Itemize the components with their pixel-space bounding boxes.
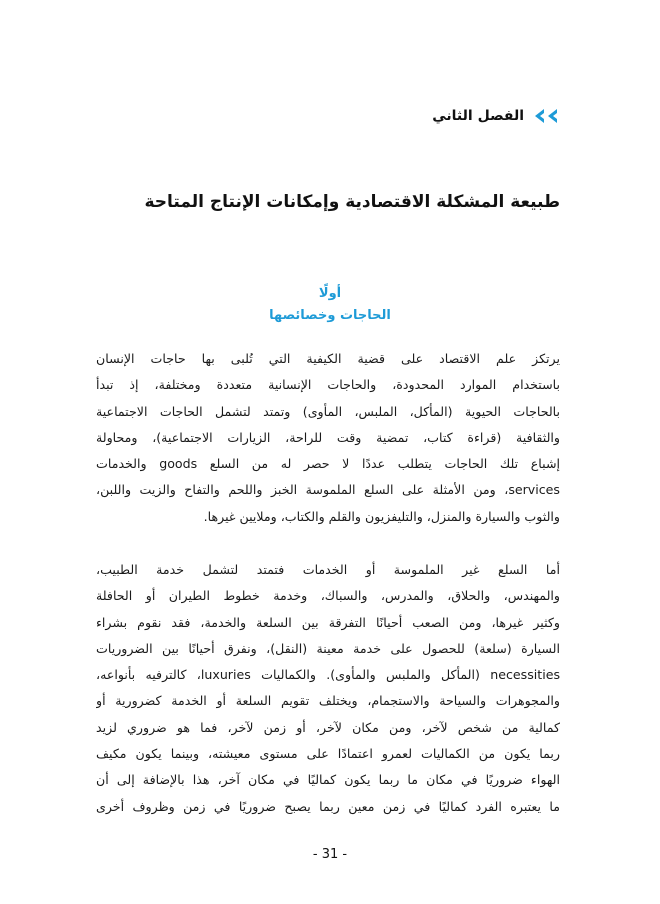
page-title: طبيعة المشكلة الاقتصادية وإمكانات الإنتاج المتاحة (144, 192, 560, 212)
text-line: يرتكز علم الاقتصاد على قضية الكيفية التي تُلبى بها حاجات الإنسان (96, 351, 560, 366)
chapter-label: الفصل الثاني (432, 108, 524, 124)
text-line: والمجوهرات والسياحة والاستجمام، ويختلف تقويم السلعة أو الخدمة كضرورية أو (96, 693, 560, 709)
text-line: الهواء ضروريًا في مكان ما ربما يكون كماليًا في مكان آخر، هذا بالإضافة إلى أن (96, 772, 560, 788)
section-number: أولًا (318, 286, 342, 301)
chapter-header (432, 108, 560, 124)
text-line: بالحاجات الحيوية (المأكل، الملبس، المأوى) وتمتد لتشمل الحاجات الاجتماعية (96, 403, 560, 419)
paragraph-2 (96, 557, 560, 820)
text-line: necessities (المأكل والملبس والمأوى). والكماليات luxuries، كالترفيه بأنواعه، (96, 667, 560, 683)
text-line: services، ومن الأمثلة على السلع الملموسة الخبز واللحم والتفاح والزيت واللبن، (96, 482, 560, 498)
text-line: باستخدام الموارد المحدودة، والحاجات الإنسانية متعددة ومختلفة، إذ تبدأ (96, 377, 560, 393)
text-line: والمهندس، والحلاق، والمدرس، والسباك، وخدمة خطوط الطيران أو الحافلة (96, 588, 560, 604)
text-line: ما يعتبره الفرد كماليًا في زمن معين ربما يصبح ضروريًا في زمن وظروف أخرى (96, 798, 560, 814)
double-chevron-left-icon (530, 108, 560, 124)
text-line: أما السلع غير الملموسة أو الخدمات فتمتد لتشمل خدمة الطبيب، (96, 562, 560, 577)
text-line: وكثير غيرها، ومن الصعب أحيانًا التفرقة بين السلعة والخدمة، فقد نقوم بشراء (96, 614, 560, 630)
text-line: والثوب والسيارة والمنزل، والتليفزيون والقلم والكتاب، وملايين غيرها. (203, 508, 560, 524)
text-line: ربما يكون من الكماليات لعمرو اعتمادًا على مستوى معيشته، وبينما يكون مكيف (96, 746, 560, 762)
paragraph-1 (96, 346, 560, 530)
text-line: إشباع تلك الحاجات يتطلب عددًا لا حصر له من السلع goods والخدمات (96, 456, 560, 472)
text-line: كمالية من شخص لآخر، ومن مكان لآخر، أو زمن لآخر، فما هو ضروري لزيد (96, 719, 560, 735)
text-line: والثقافية (قراءة كتاب، تمضية وقت للراحة، الزيارات الاجتماعية)، ومحاولة (96, 429, 560, 445)
section-title: الحاجات وخصائصها (269, 308, 391, 323)
page-number: - 31 - (312, 847, 348, 862)
text-line: السيارة (سلعة) للحصول على خدمة معينة (النقل)، ونفرق أحيانًا بين الضروريات (96, 640, 560, 656)
